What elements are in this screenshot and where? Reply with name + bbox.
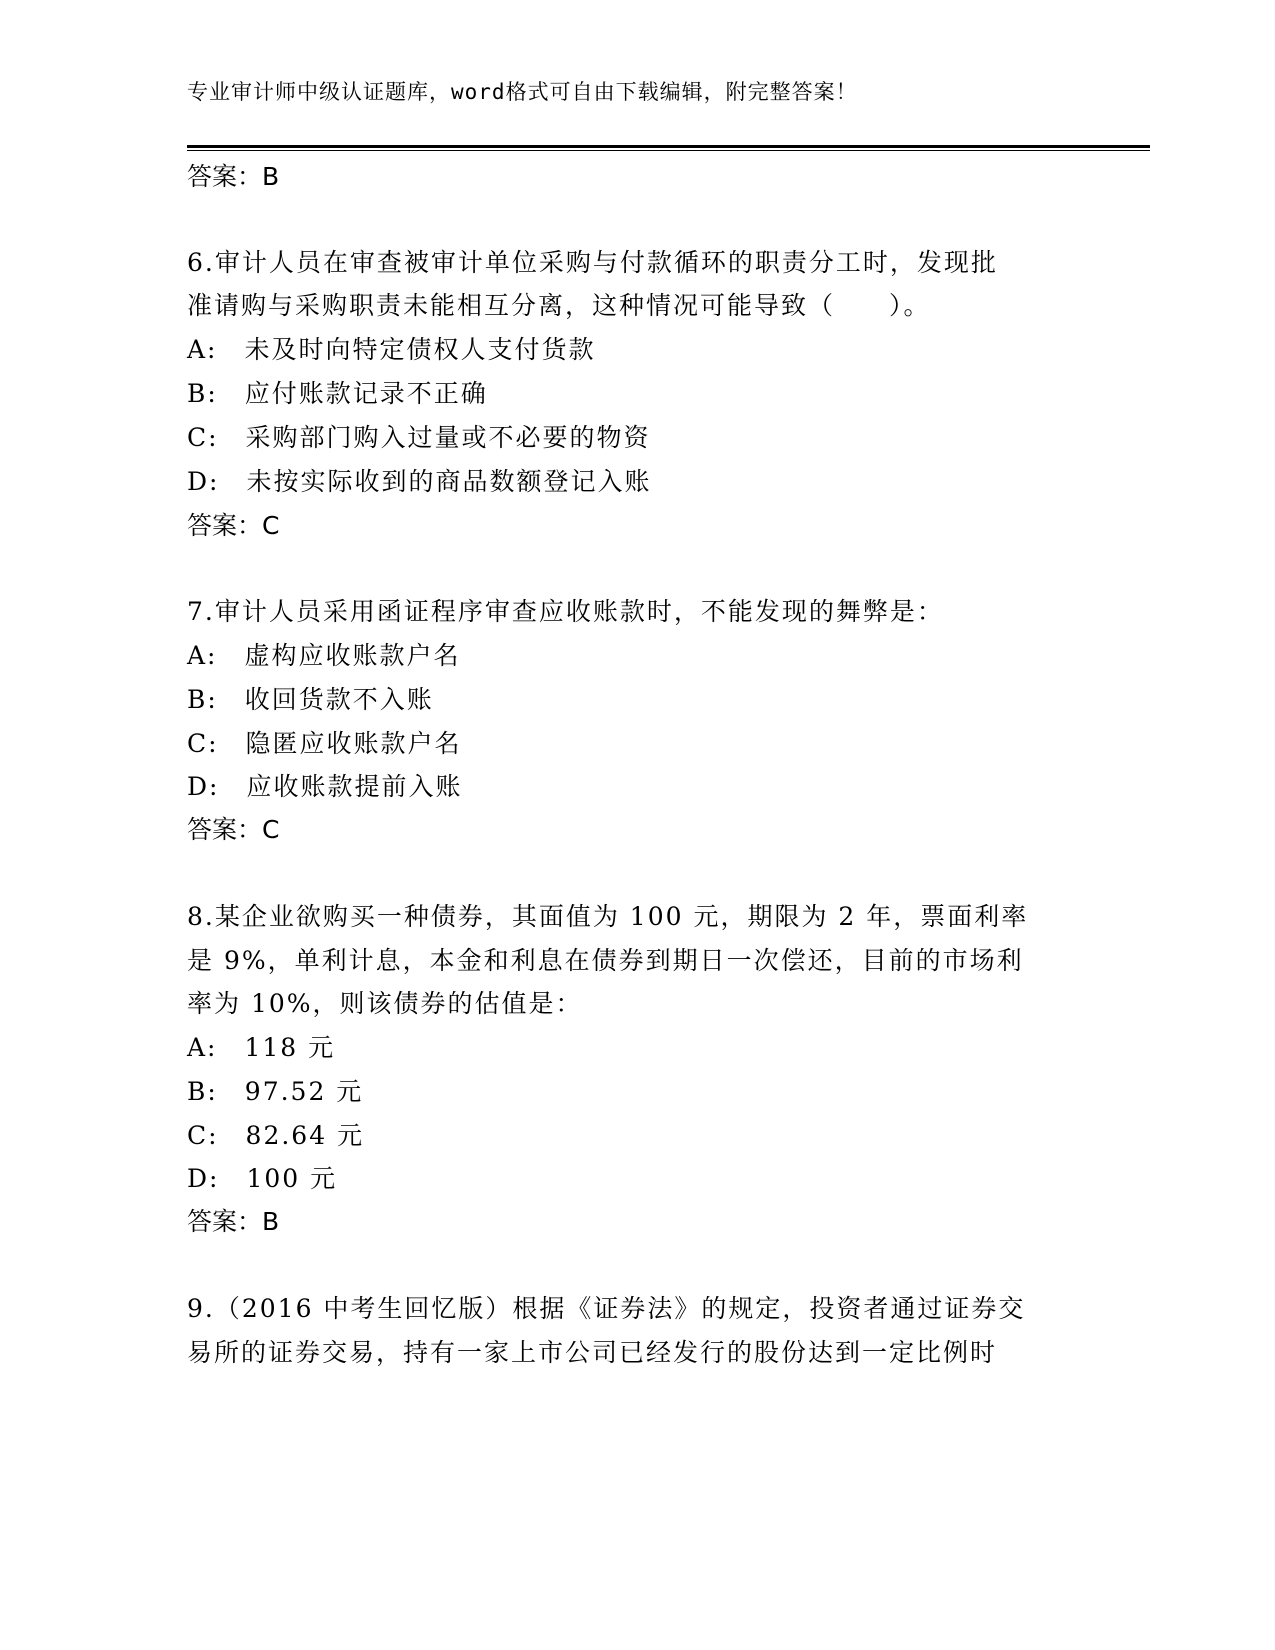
q7-option-d: D: 应收账款提前入账 [187,772,463,801]
answer-q6: 答案：C [187,511,280,540]
q9-stem-line2: 易所的证券交易，持有一家上市公司已经发行的股份达到一定比例时 [187,1338,998,1367]
q8-option-d: D: 100 元 [187,1164,338,1193]
answer-q5: 答案：B [187,162,280,191]
q7-option-c: C: 隐匿应收账款户名 [187,729,462,758]
q6-stem-line1: 6.审计人员在审查被审计单位采购与付款循环的职责分工时，发现批 [187,248,998,277]
q8-option-a: A: 118 元 [187,1033,336,1062]
q6-option-a: A: 未及时向特定债权人支付货款 [187,335,596,364]
q8-stem-line2: 是 9%，单利计息，本金和利息在债券到期日一次偿还，目前的市场利 [187,946,1024,975]
q8-option-c: C: 82.64 元 [187,1121,365,1150]
q6-option-c: C: 采购部门购入过量或不必要的物资 [187,423,651,452]
page-header: 专业审计师中级认证题库，word格式可自由下载编辑，附完整答案！ [187,80,858,104]
q7-option-b: B: 收回货款不入账 [187,685,434,714]
q8-stem-line1: 8.某企业欲购买一种债券，其面值为 100 元，期限为 2 年，票面利率 [187,902,1029,931]
header-rule-thin [187,150,1150,151]
q9-stem-line1: 9.（2016 中考生回忆版）根据《证券法》的规定，投资者通过证券交 [187,1294,1026,1323]
q6-option-d: D: 未按实际收到的商品数额登记入账 [187,467,652,496]
answer-q8: 答案：B [187,1207,280,1236]
q7-stem-line1: 7.审计人员采用函证程序审查应收账款时，不能发现的舞弊是： [187,597,944,626]
header-rule-thick [187,145,1150,148]
q8-option-b: B: 97.52 元 [187,1077,364,1106]
q6-option-b: B: 应付账款记录不正确 [187,379,488,408]
q7-option-a: A: 虚构应收账款户名 [187,641,461,670]
q8-stem-line3: 率为 10%，则该债券的估值是： [187,989,583,1018]
answer-q7: 答案：C [187,815,280,844]
q6-stem-line2: 准请购与采购职责未能相互分离，这种情况可能导致（ ）。 [187,291,931,320]
